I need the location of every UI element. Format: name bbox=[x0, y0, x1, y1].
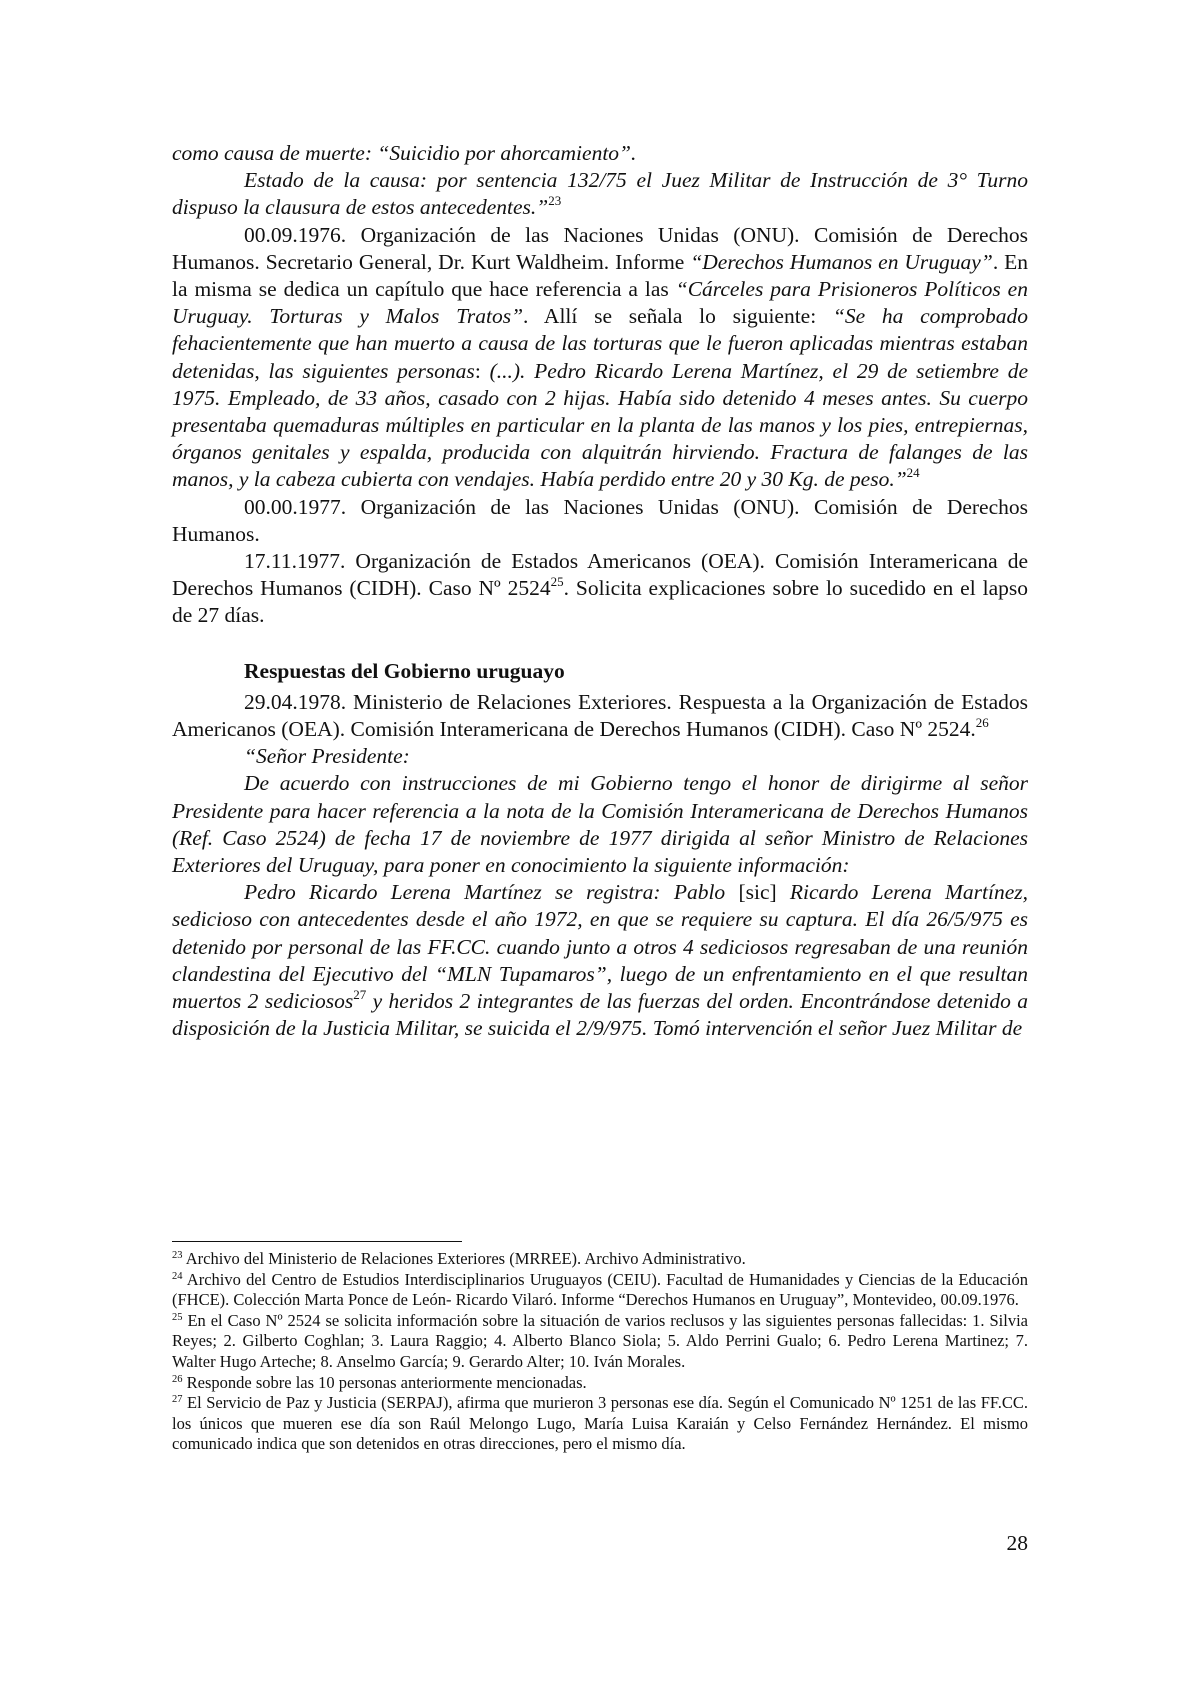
footnotes bbox=[172, 1249, 1028, 1455]
footnote-ref-23[interactable]: 23 bbox=[548, 193, 562, 209]
italic-text: (...). Pedro Ricardo Lerena Martínez, el 29 de setiembre de 1975. Empleado, de 33 años, casado con 2 hijas. Había sido detenido 4 meses antes. Su cuerpo presentaba quemaduras múltiples en particular en la planta de las manos y los pies, entrepiernas, órganos genitales y espalda, producida con alquitrán hirviendo. Fractura de falanges de las manos, y la cabeza cubierta con vendajes. Había perdido entre 20 y 30 Kg. de peso.” bbox=[172, 358, 1029, 492]
italic-text: “Derechos Humanos en Uruguay” bbox=[690, 249, 993, 274]
paragraph-case-status bbox=[172, 167, 1028, 221]
footnote-ref-26[interactable]: 26 bbox=[975, 715, 989, 731]
italic-text: y heridos 2 integrantes de las fuerzas del orden. Encontrándose detenido a disposición de la Justicia Militar, se suicida el 2/9/975. Tomó intervención el señor Juez Militar de bbox=[172, 989, 1028, 1041]
italic-text: Estado de la causa: por sentencia 132/75 el Juez Militar de Instrucción de 3° Turno dispuso la clausura de estos antecedentes.” bbox=[172, 168, 1028, 220]
paragraph-onu-1977 bbox=[172, 494, 1028, 548]
text-run: 00.09.1976. Organización de las Naciones Unidas (ONU). Comisión de Derechos Humanos. Secretario General, Dr. Kurt Waldheim. Informe bbox=[172, 222, 1028, 274]
footnote-number: 27 bbox=[172, 1394, 183, 1406]
text-run: . Solicita explicaciones sobre lo sucedido en el lapso de 27 días. bbox=[172, 576, 1028, 628]
footnote-separator bbox=[172, 1241, 462, 1242]
italic-text: Ricardo Lerena Martínez, sedicioso con antecedentes desde el año 1972, en que se requiere su captura. El día 26/5/975 es detenido por personal de las FF.CC. cuando junto a otros 4 sediciosos regresaban de una reunión clandestina del Ejecutivo del “MLN Tupamaros”, luego de un enfrentamiento en el que resultan muertos 2 sediciosos bbox=[172, 880, 1028, 1014]
footnote-ref-24[interactable]: 24 bbox=[906, 465, 920, 481]
body-text bbox=[172, 140, 1028, 1043]
footnote-number: 25 bbox=[172, 1311, 183, 1323]
text-run: . En la misma se dedica un capítulo que hace referencia a las bbox=[172, 249, 1029, 302]
paragraph-letter-body bbox=[172, 879, 1028, 1042]
paragraph-oea-1977 bbox=[172, 548, 1028, 630]
footnote-number: 26 bbox=[172, 1373, 183, 1385]
italic-text: “Señor Presidente: bbox=[244, 744, 410, 769]
footnote-text: En el Caso Nº 2524 se solicita información sobre la situación de varios reclusos y las siguientes personas fallecidas: 1. Silvia Reyes; 2. Gilberto Coghlan; 3. Laura Raggio; 4. Alberto Blanco Siola; 5. Aldo Perrini Gualo; 6. Pedro Lerena Martinez; 7. Walter Hugo Arteche; 8. Anselmo García; 9. Gerardo Alter; 10. Iván Morales. bbox=[172, 1310, 1028, 1371]
footnote-number: 23 bbox=[172, 1250, 183, 1261]
footnote-ref-27[interactable]: 27 bbox=[353, 987, 367, 1003]
footnote-26 bbox=[172, 1373, 1028, 1394]
paragraph-salutation bbox=[172, 743, 1028, 770]
footnote-text: Responde sobre las 10 personas anteriormente mencionadas. bbox=[182, 1372, 587, 1392]
text-run: 00.00.1977. Organización de las Naciones Unidas (ONU). Comisión de Derechos Humanos. bbox=[172, 494, 1028, 546]
italic-text: De acuerdo con instrucciones de mi Gobierno tengo el honor de dirigirme al señor Presidente para hacer referencia a la nota de la Comisión Interamericana de Derechos Humanos (Ref. Caso 2524) de fecha 17 de noviembre de 1977 dirigida al señor Ministro de Relaciones Exteriores del Uruguay, para poner en conocimiento la siguiente información: bbox=[172, 771, 1028, 878]
italic-text: “Se ha comprobado fehacientemente que han muerto a causa de las torturas que le fueron aplicadas mientras estaban detenidas, las siguientes personas bbox=[172, 304, 1028, 383]
text-run: : bbox=[474, 358, 490, 383]
italic-text: Pedro Ricardo Lerena Martínez se registra: Pablo bbox=[244, 880, 739, 905]
spacer bbox=[172, 630, 1028, 658]
sic-marker: [sic] bbox=[738, 880, 777, 905]
paragraph-mrree-1978 bbox=[172, 689, 1028, 743]
page-number: 28 bbox=[1006, 1531, 1028, 1555]
text-run: . Allí se señala lo siguiente: bbox=[523, 304, 833, 329]
footnote-23 bbox=[172, 1249, 1028, 1270]
footnote-number: 24 bbox=[172, 1270, 183, 1282]
footnote-27 bbox=[172, 1393, 1028, 1455]
footnote-25 bbox=[172, 1311, 1028, 1373]
text-run: 17.11.1977. Organización de Estados Americanos (OEA). Comisión Interamericana de Derechos Humanos (CIDH). Caso Nº 2524 bbox=[172, 549, 1028, 601]
paragraph-onu-1976 bbox=[172, 222, 1028, 494]
italic-text: “Cárceles para Prisioneros Políticos en Uruguay. Torturas y Malos Tratos” bbox=[172, 277, 1028, 329]
footnote-text: El Servicio de Paz y Justicia (SERPAJ), afirma que murieron 3 personas ese día. Según el Comunicado Nº 1251 de las FF.CC. los únicos que mueren ese día son Raúl Melongo Lugo, María Luisa Karaián y Celso Fernández Hernández. El mismo comunicado indica que son detenidos en otras direcciones, pero el mismo día. bbox=[172, 1393, 1028, 1454]
footnote-24 bbox=[172, 1270, 1028, 1311]
footnote-text: Archivo del Centro de Estudios Interdisciplinarios Uruguayos (CEIU). Facultad de Humanidades y Ciencias de la Educación (FHCE). Colección Marta Ponce de León- Ricardo Vilaró. Informe “Derechos Humanos en Uruguay”, Montevideo, 00.09.1976. bbox=[172, 1269, 1028, 1310]
footnote-text: Archivo del Ministerio de Relaciones Exteriores (MRREE). Archivo Administrativo. bbox=[182, 1249, 746, 1268]
paragraph-letter-intro bbox=[172, 770, 1028, 879]
section-heading: Respuestas del Gobierno uruguayo bbox=[244, 658, 565, 683]
footnote-ref-25[interactable]: 25 bbox=[550, 574, 564, 590]
italic-text: como causa de muerte: “Suicidio por ahorcamiento”. bbox=[172, 141, 637, 165]
paragraph-cause-of-death bbox=[172, 140, 1028, 167]
text-run: 29.04.1978. Ministerio de Relaciones Exteriores. Respuesta a la Organización de Estados Americanos (OEA). Comisión Interamericana de Derechos Humanos (CIDH). Caso Nº 2524. bbox=[172, 689, 1028, 742]
